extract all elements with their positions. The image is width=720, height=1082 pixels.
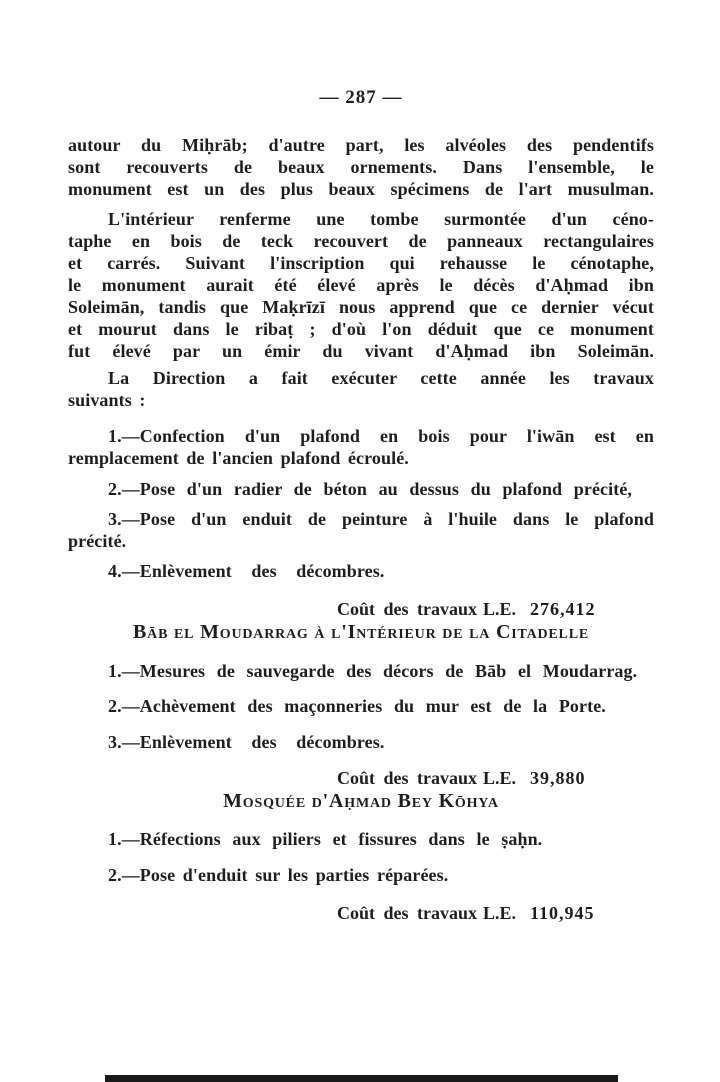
text-line: taphe en bois de teck recouvert de panneaux rectangulaires	[68, 231, 654, 251]
list-item	[68, 828, 654, 850]
cost-amount: 276,412	[530, 599, 596, 619]
text-line: sont recouverts de beaux ornements. Dans l'ensemble, le	[68, 157, 654, 177]
cost-line	[68, 767, 654, 789]
list-item	[68, 864, 654, 886]
text-line: suivants :	[68, 390, 146, 410]
text-line: précité.	[68, 531, 127, 551]
cost-line	[68, 902, 654, 924]
text-line: 4.—Enlèvement des décombres.	[108, 561, 385, 581]
list-item	[68, 560, 654, 582]
text-line: autour du Miḥrāb; d'autre part, les alvéoles des pendentifs	[68, 135, 654, 155]
currency-label: L.E.	[483, 768, 517, 788]
list-item	[68, 731, 654, 753]
text-line: remplacement de l'ancien plafond écroulé.	[68, 448, 409, 468]
text-line: L'intérieur renferme une tombe surmontée d'un céno-	[108, 209, 654, 229]
text-line: 3.—Pose d'un enduit de peinture à l'huile dans le plafond	[108, 509, 654, 529]
text-line: 2.—Achèvement des maçonneries du mur est de la Porte.	[108, 696, 606, 716]
text-line: et carrés. Suivant l'inscription qui rehausse le cénotaphe,	[68, 253, 654, 273]
list-item	[68, 478, 654, 500]
text-line: 2.—Pose d'enduit sur les parties réparées.	[108, 865, 449, 885]
list-item	[68, 425, 654, 469]
scan-artifact-bar	[105, 1075, 618, 1082]
text-line: monument est un des plus beaux spécimens de l'art musulman.	[68, 179, 654, 199]
currency-label: L.E.	[483, 903, 517, 923]
text-line: et mourut dans le ribaṭ ; d'où l'on déduit que ce monument	[68, 319, 654, 339]
currency-label: L.E.	[483, 599, 517, 619]
text-line: Soleimān, tandis que Maḳrīzī nous apprend que ce dernier vécut	[68, 297, 654, 317]
cost-label: Coût des travaux	[337, 599, 478, 619]
cost-label: Coût des travaux	[337, 768, 478, 788]
text-line: 1.—Confection d'un plafond en bois pour l'iwān est en	[108, 426, 654, 446]
text-line: 1.—Réfections aux piliers et fissures dans le ṣaḥn.	[108, 829, 543, 849]
list-item	[68, 695, 654, 717]
cost-line	[68, 598, 654, 620]
section-heading: Mosquée d'Aḥmad Bey Kōhya	[223, 790, 499, 812]
text-line: 1.—Mesures de sauvegarde des décors de Bāb el Moudarrag.	[108, 661, 638, 681]
text-line: 2.—Pose d'un radier de béton au dessus du plafond précité,	[108, 479, 633, 499]
paragraph	[68, 134, 654, 200]
text-line: 3.—Enlèvement des décombres.	[108, 732, 385, 752]
paragraph	[68, 208, 654, 362]
page-number: — 287 —	[319, 87, 403, 108]
list-item	[68, 660, 654, 682]
paragraph	[68, 367, 654, 411]
text-line: La Direction a fait exécuter cette année les travaux	[108, 368, 654, 388]
text-line: le monument aurait été élevé après le décès d'Aḥmad ibn	[68, 275, 654, 295]
page-content	[68, 0, 654, 924]
text-line: fut élevé par un émir du vivant d'Aḥmad ibn Soleimān.	[68, 341, 654, 361]
cost-label: Coût des travaux	[337, 903, 478, 923]
list-item	[68, 508, 654, 552]
section-heading: Bāb el Moudarrag à l'Intérieur de la Citadelle	[133, 621, 589, 643]
cost-amount: 110,945	[530, 903, 595, 923]
cost-amount: 39,880	[530, 768, 586, 788]
